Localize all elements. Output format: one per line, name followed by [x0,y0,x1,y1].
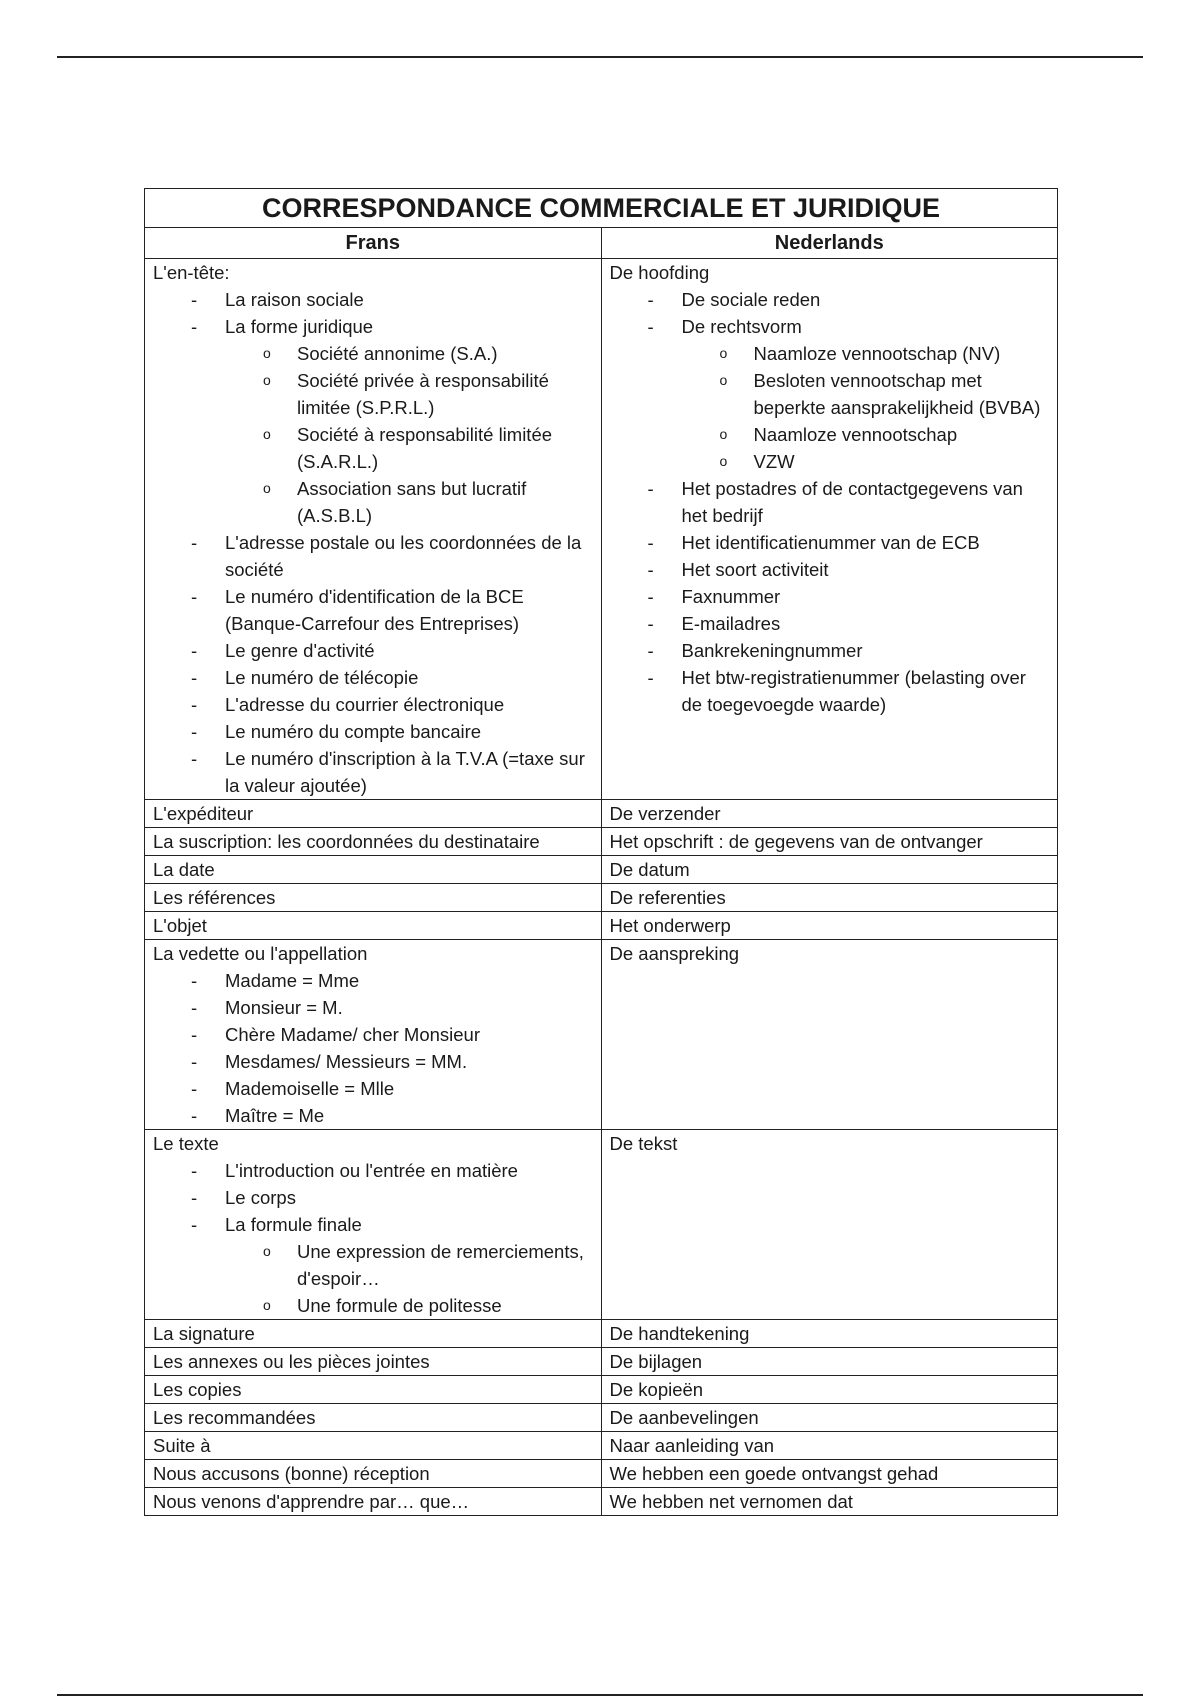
cell-nl: Het onderwerp [601,912,1058,940]
cell-fr [145,940,602,1130]
cell-fr: Suite à [145,1432,602,1460]
list-item-text: Madame = Mme [225,970,360,991]
sub-list [682,340,1050,475]
list-item [610,475,1050,529]
list-item [153,313,593,529]
circle-marker: o [719,345,728,361]
circle-marker: o [263,1297,271,1313]
cell-heading: La vedette ou l'appellation [153,943,368,964]
list-item-text: Het soort activiteit [681,559,829,580]
list-item-text: Le genre d'activité [225,640,375,661]
cell-nl: We hebben net vernomen dat [601,1488,1058,1516]
list-item-text: L'adresse du courrier électronique [225,694,505,715]
dash-marker: - [191,1024,198,1045]
header-rule [57,56,1143,58]
dash-marker: - [647,559,654,580]
list-item-text: La raison sociale [225,289,364,310]
list-item [153,1211,593,1319]
bullet-list [153,967,593,1129]
cell-fr: Nous venons d'apprendre par… que… [145,1488,602,1516]
cell-nl [601,259,1058,800]
cell-nl: De kopieën [601,1376,1058,1404]
list-item [153,583,593,637]
table-row [145,1432,1058,1460]
table-row [145,1404,1058,1432]
dash-marker: - [191,289,198,310]
sub-list-item [153,475,593,529]
dash-marker: - [191,748,198,769]
dash-marker: - [191,1051,198,1072]
dash-marker: - [647,613,654,634]
list-item-text: La formule finale [225,1214,362,1235]
dash-marker: - [191,970,198,991]
list-item-text: Bankrekeningnummer [681,640,863,661]
cell-fr: Nous accusons (bonne) réception [145,1460,602,1488]
cell-fr: Les copies [145,1376,602,1404]
cell-nl: De aanbevelingen [601,1404,1058,1432]
dash-marker: - [647,316,654,337]
list-item-text: Het postadres of de contactgegevens van het bedrijf [681,478,1023,526]
list-item [610,556,1050,583]
cell-nl: De referenties [601,884,1058,912]
cell-heading: De tekst [609,1133,678,1154]
table-title: CORRESPONDANCE COMMERCIALE ET JURIDIQUE [145,189,1058,228]
cell-nl: We hebben een goede ontvangst gehad [601,1460,1058,1488]
dash-marker: - [647,289,654,310]
sub-list-item [153,421,593,475]
dash-marker: - [647,667,654,688]
list-item [610,610,1050,637]
dash-marker: - [191,1105,198,1126]
cell-nl: Het opschrift : de gegevens van de ontvanger [601,828,1058,856]
cell-nl [601,1130,1058,1320]
dash-marker: - [191,667,198,688]
sub-list-item [610,448,1050,475]
column-header-frans: Frans [145,228,602,259]
sub-list-item-text: Une expression de remerciements, d'espoir… [297,1241,584,1289]
table-row-texte [145,1130,1058,1320]
list-item [153,529,593,583]
list-item [610,637,1050,664]
cell-nl [601,940,1058,1130]
list-item [153,637,593,664]
sub-list-item-text: Société à responsabilité limitée (S.A.R.L.) [297,424,553,472]
list-item [610,313,1050,475]
list-item [610,583,1050,610]
cell-nl: De verzender [601,800,1058,828]
list-item-text: Monsieur = M. [225,997,343,1018]
sub-list-item [153,1238,593,1292]
sub-list-item [610,367,1050,421]
dash-marker: - [191,586,198,607]
cell-heading: Le texte [153,1133,219,1154]
list-item-text: Het btw-registratienummer (belasting over de toegevoegde waarde) [681,667,1026,715]
sub-list-item [153,367,593,421]
vocabulary-table [144,188,1058,1516]
circle-marker: o [719,372,728,388]
list-item-text: Het identificatienummer van de ECB [681,532,980,553]
table-row [145,1320,1058,1348]
dash-marker: - [191,694,198,715]
cell-fr: La date [145,856,602,884]
table-row [145,800,1058,828]
list-item [153,718,593,745]
circle-marker: o [719,426,728,442]
list-item [153,286,593,313]
list-item-text: De rechtsvorm [681,316,802,337]
cell-fr: Les références [145,884,602,912]
circle-marker: o [263,372,271,388]
sub-list-item-text: Une formule de politesse [297,1295,502,1316]
sub-list [225,1238,593,1319]
list-item [153,1102,593,1129]
table-row [145,884,1058,912]
circle-marker: o [263,426,271,442]
bullet-list [610,286,1050,718]
list-item [153,1184,593,1211]
list-item [153,745,593,799]
sub-list-item [610,340,1050,367]
list-item-text: Maître = Me [225,1105,325,1126]
list-item [153,967,593,994]
cell-fr: La signature [145,1320,602,1348]
circle-marker: o [719,453,728,469]
circle-marker: o [263,480,271,496]
sub-list-item-text: VZW [753,451,795,472]
sub-list-item-text: Besloten vennootschap met beperkte aansprakelijkheid (BVBA) [753,370,1041,418]
cell-fr: La suscription: les coordonnées du destinataire [145,828,602,856]
dash-marker: - [191,1078,198,1099]
list-item-text: L'introduction ou l'entrée en matière [225,1160,518,1181]
footer-rule [57,1694,1143,1696]
table-row [145,912,1058,940]
table-row-entete [145,259,1058,800]
sub-list-item-text: Société annonime (S.A.) [297,343,498,364]
list-item-text: De sociale reden [681,289,821,310]
cell-fr: Les annexes ou les pièces jointes [145,1348,602,1376]
circle-marker: o [263,1243,271,1259]
dash-marker: - [191,1160,198,1181]
table-row [145,1376,1058,1404]
sub-list-item-text: Naamloze vennootschap (NV) [753,343,1001,364]
cell-fr: L'expéditeur [145,800,602,828]
list-item-text: Le numéro d'identification de la BCE (Banque-Carrefour des Entreprises) [225,586,524,634]
list-item-text: Mesdames/ Messieurs = MM. [225,1051,468,1072]
list-item [153,994,593,1021]
list-item [610,529,1050,556]
cell-heading: De aanspreking [609,943,740,964]
list-item [153,1157,593,1184]
list-item [153,1075,593,1102]
list-item-text: Chère Madame/ cher Monsieur [225,1024,480,1045]
cell-nl: De handtekening [601,1320,1058,1348]
dash-marker: - [647,532,654,553]
dash-marker: - [191,721,198,742]
list-item-text: Le numéro de télécopie [225,667,419,688]
list-item [153,664,593,691]
dash-marker: - [191,640,198,661]
cell-fr: L'objet [145,912,602,940]
table-row [145,856,1058,884]
cell-fr [145,1130,602,1320]
sub-list-item-text: Naamloze vennootschap [753,424,958,445]
list-item [610,664,1050,718]
dash-marker: - [191,316,198,337]
list-item-text: La forme juridique [225,316,374,337]
sub-list-item [153,1292,593,1319]
cell-fr: Les recommandées [145,1404,602,1432]
list-item-text: Le numéro du compte bancaire [225,721,482,742]
table-row-vedette [145,940,1058,1130]
dash-marker: - [191,997,198,1018]
dash-marker: - [647,586,654,607]
bullet-list [153,286,593,799]
sub-list-item-text: Association sans but lucratif (A.S.B.L) [297,478,527,526]
dash-marker: - [647,640,654,661]
list-item [610,286,1050,313]
table-row [145,828,1058,856]
list-item-text: Mademoiselle = Mlle [225,1078,395,1099]
list-item-text: Faxnummer [681,586,781,607]
cell-heading: De hoofding [609,262,710,283]
list-item-text: Le corps [225,1187,296,1208]
cell-fr [145,259,602,800]
sub-list [225,340,593,529]
dash-marker: - [191,1214,198,1235]
table-row [145,1488,1058,1516]
dash-marker: - [191,532,198,553]
cell-nl: Naar aanleiding van [601,1432,1058,1460]
list-item [153,1048,593,1075]
list-item [153,691,593,718]
sub-list-item [153,340,593,367]
table-row [145,1460,1058,1488]
sub-list-item [610,421,1050,448]
list-item-text: E-mailadres [681,613,781,634]
cell-nl: De bijlagen [601,1348,1058,1376]
list-item [153,1021,593,1048]
circle-marker: o [263,345,271,361]
cell-heading: L'en-tête: [153,262,230,283]
column-header-nederlands: Nederlands [601,228,1058,259]
cell-nl: De datum [601,856,1058,884]
dash-marker: - [191,1187,198,1208]
list-item-text: L'adresse postale ou les coordonnées de la société [225,532,582,580]
bullet-list [153,1157,593,1319]
table-row [145,1348,1058,1376]
dash-marker: - [647,478,654,499]
list-item-text: Le numéro d'inscription à la T.V.A (=taxe sur la valeur ajoutée) [225,748,585,796]
sub-list-item-text: Société privée à responsabilité limitée (S.P.R.L.) [297,370,549,418]
